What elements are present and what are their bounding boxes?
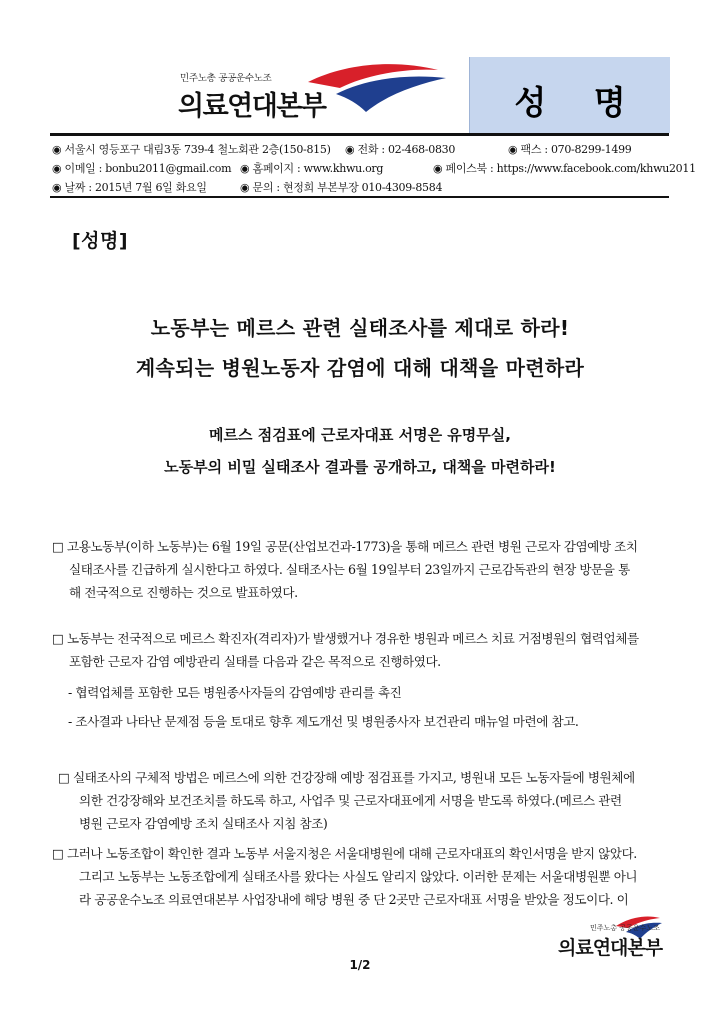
info-email: ◉ 이메일 : bonbu2011@gmail.com (52, 162, 232, 175)
document-type: 성 명 (514, 83, 644, 122)
info-contact: ◉ 문의 : 현정희 부본부장 010-4309-8584 (240, 181, 443, 194)
body-p2-line: □ 노동부는 전국적으로 메르스 확진자(격리자)가 발생했거나 경유한 병원과 메르스 치료 거점병원의 협력업체를 (52, 631, 639, 646)
body-p4-line: 라 공공운수노조 의료연대본부 사업장내에 해당 병원 중 단 2곳만 근로자대표 서명을 받았을 정도이다. 이 (79, 892, 629, 907)
header-rule-top (50, 133, 669, 136)
logo-title: 의료연대본부 (178, 91, 326, 122)
body-p4-line: 그리고 노동부는 노동조합에게 실태조사를 왔다는 사실도 알리지 않았다. 이러한 문제는 서울대병원뿐 아니 (79, 869, 638, 884)
body-p3-line: 의한 건강장해와 보건조치를 하도록 하고, 사업주 및 근로자대표에게 서명을 받도록 하였다.(메르스 관련 (79, 793, 622, 808)
info-phone: ◉ 전화 : 02-468-0830 (345, 143, 456, 156)
subtitle-line2: 노동부의 비밀 실태조사 결과를 공개하고, 대책을 마련하라! (164, 458, 556, 476)
body-p1-line: 해 전국적으로 진행하는 것으로 발표하였다. (69, 585, 298, 600)
body-p2-item: - 조사결과 나타난 문제점 등을 토대로 향후 제도개선 및 병원종사자 보건관리 매뉴얼 마련에 참고. (68, 714, 579, 729)
footer-logo-subtitle: 민주노총 공공운수노조 (590, 924, 660, 932)
footer-logo-title: 의료연대본부 (558, 937, 663, 959)
info-fax: ◉ 팩스 : 070-8299-1499 (508, 143, 632, 156)
info-date: ◉ 날짜 : 2015년 7월 6일 화요일 (52, 181, 207, 194)
info-homepage: ◉ 홈페이지 : www.khwu.org (240, 162, 384, 175)
body-p3-line: 병원 근로자 감염예방 조치 실태조사 지침 참조) (79, 816, 328, 831)
subtitle-line1: 메르스 점검표에 근로자대표 서명은 유명무실, (209, 426, 511, 444)
body-p4-line: □ 그러나 노동조합이 확인한 결과 노동부 서울지청은 서울대병원에 대해 근로자대표의 확인서명을 받지 않았다. (52, 846, 637, 861)
body-p1-line: □ 고용노동부(이하 노동부)는 6월 19일 공문(산업보건과-1773)을 통해 메르스 관련 병원 근로자 감염예방 조치 (52, 539, 638, 554)
main-title-line2: 계속되는 병원노동자 감염에 대해 대책을 마련하라 (135, 356, 585, 380)
body-p2-line: 포함한 근로자 감염 예방관리 실태를 다음과 같은 목적으로 진행하였다. (69, 654, 441, 669)
body-p1-line: 실태조사를 긴급하게 실시한다고 하였다. 실태조사는 6월 19일부터 23일까지 근로감독관의 현장 방문을 통 (69, 562, 630, 577)
header-rule-bottom (50, 196, 669, 198)
org-logo (178, 60, 378, 122)
page-number: 1/2 (349, 958, 371, 972)
body-p3-line: □ 실태조사의 구체적 방법은 메르스에 의한 건강장해 예방 점검표를 가지고, 병원내 모든 노동자들에 병원체에 (58, 770, 635, 785)
document-type-box (469, 57, 670, 133)
body-p2-item: - 협력업체를 포함한 모든 병원종사자들의 감염예방 관리를 촉진 (68, 685, 402, 700)
main-title-line1: 노동부는 메르스 관련 실태조사를 제대로 하라! (150, 316, 570, 340)
info-facebook: ◉ 페이스북 : https://www.facebook.com/khwu2011 (433, 162, 696, 175)
info-address: ◉ 서울시 영등포구 대림3동 739-4 철노회관 2층(150-815) (52, 143, 331, 156)
logo-subtitle: 민주노총 공공운수노조 (180, 73, 272, 84)
section-tag: [성명] (72, 230, 129, 252)
